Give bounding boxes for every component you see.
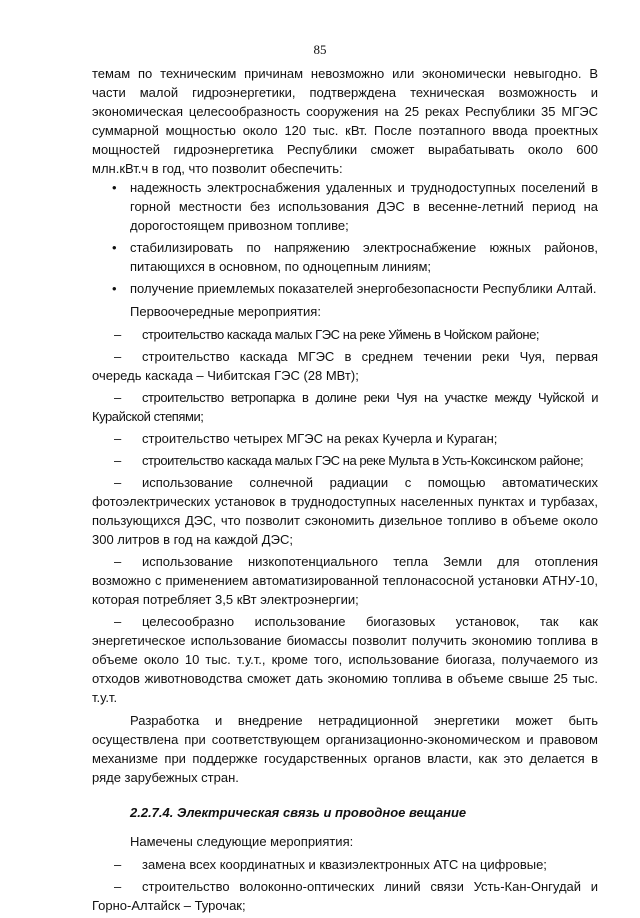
intro-paragraph: темам по техническим причинам невозможно или экономически невыгодно. В части малой гидроэнергетики, подтверждена техническая возможность и экономическая целесообразность сооружения на 25 реках Республики 35 МГЭС суммарной мощностью около 120 тыс. кВт. После поэтапного ввода проектных мощностей гидроэнергетика Республики сможет вырабатывать около 600 млн.кВт.ч в год, что позволит обеспечить: [92, 66, 598, 176]
page-number: 85 [313, 42, 327, 57]
dash-icon: – [114, 349, 122, 364]
dash-icon: – [114, 554, 122, 569]
list-item-text: использование солнечной радиации с помощью автоматических фотоэлектрических установок в труднодоступных населенных пунктах и турбазах, пользующихся ДЭС, что позволит сэкономить дизельное топливо в объеме около 300 литров в год на каждой ДЭС; [92, 475, 598, 547]
list-item-text: строительство каскада малых ГЭС на реке Уймень в Чойском районе; [142, 327, 540, 342]
list-item [92, 325, 598, 344]
dash-icon: – [114, 879, 122, 894]
list-item-text: строительство ветропарка в долине реки Чуя на участке между Чуйской и Курайской степями; [92, 390, 598, 424]
list-item-text: строительство волоконно-оптических линий связи Усть-Кан-Онгудай и Горно-Алтайск – Турочак; [92, 879, 598, 913]
dash-icon: – [114, 327, 121, 342]
list-item-text: строительство четырех МГЭС на реках Кучерла и Кураган; [142, 431, 498, 446]
list-item-text: получение приемлемых показателей энергобезопасности Республики Алтай. [130, 281, 597, 296]
list-item [92, 388, 598, 426]
list-item-text: надежность электроснабжения удаленных и труднодоступных поселений в горной местности без использования ДЭС в весенне-летний период на дорогостоящем привозном топливе; [130, 180, 598, 233]
list-item [92, 178, 598, 235]
list-item [92, 279, 598, 298]
bullet-icon: • [112, 180, 117, 195]
section-heading: 2.2.7.4. Электрическая связь и проводное вещание [130, 805, 467, 820]
dash-icon: – [114, 453, 121, 468]
list-item [92, 855, 598, 874]
bullet-icon: • [112, 240, 117, 255]
priority-label: Первоочередные мероприятия: [130, 304, 321, 319]
list-item-text: целесообразно использование биогазовых установок, так как энергетическое использование биомассы позволит получить экономию топлива в объеме около 10 тыс. т.у.т., кроме того, использование биогаза, получаемого из отходов животноводства сможет дать экономию топлива в объеме свыше 25 тыс. т.у.т. [92, 614, 598, 705]
list-item [92, 552, 598, 609]
list-item [92, 451, 598, 470]
planned-label: Намечены следующие мероприятия: [130, 834, 354, 849]
dash-icon: – [114, 431, 122, 446]
dash-icon: – [114, 614, 122, 629]
list-item [92, 473, 598, 549]
dash-icon: – [114, 390, 121, 405]
list-item [92, 238, 598, 276]
list-item [92, 612, 598, 707]
page-content [92, 64, 598, 918]
dash-icon: – [114, 857, 122, 872]
dash-icon: – [114, 475, 122, 490]
bullet-icon: • [112, 281, 117, 296]
priority-list [92, 325, 598, 707]
benefits-list [92, 178, 598, 298]
list-item-text: замена всех координатных и квазиэлектронных АТС на цифровые; [142, 857, 547, 872]
closing-paragraph: Разработка и внедрение нетрадиционной энергетики может быть осуществлена при соответствующем организационно-экономическом и правовом механизме при поддержке государственных органов власти, как это делается в ряде зарубежных стран. [92, 713, 598, 785]
list-item [92, 347, 598, 385]
planned-list [92, 855, 598, 915]
list-item-text: стабилизировать по напряжению электроснабжение южных районов, питающихся в основном, по одноцепным линиям; [130, 240, 598, 274]
list-item [92, 877, 598, 915]
list-item-text: строительство каскада малых ГЭС на реке Мульта в Усть-Коксинском районе; [142, 453, 584, 468]
list-item [92, 429, 598, 448]
list-item-text: строительство каскада МГЭС в среднем течении реки Чуя, первая очередь каскада – Чибитская ГЭС (28 МВт); [92, 349, 598, 383]
list-item-text: использование низкопотенциального тепла Земли для отопления возможно с применением автоматизированной теплонасосной установки АТНУ-10, которая потребляет 3,5 кВт электроэнергии; [92, 554, 598, 607]
